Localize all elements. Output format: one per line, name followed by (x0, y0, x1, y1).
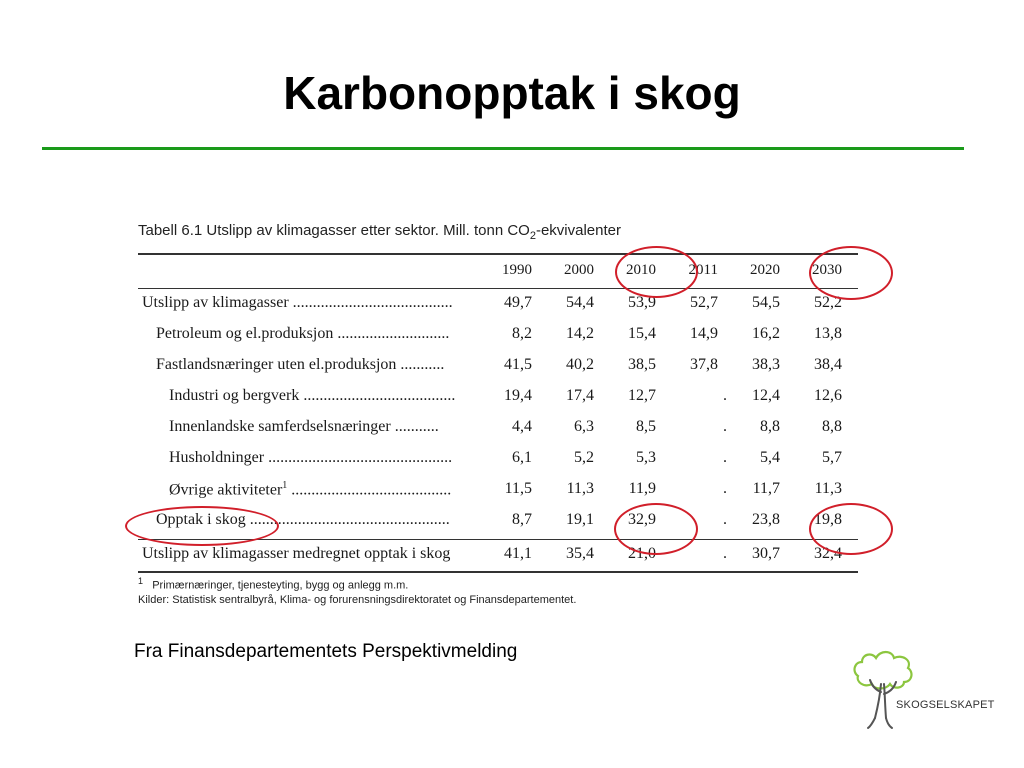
table-cell: 5,4 (760, 449, 780, 466)
table-cell: 11,3 (566, 480, 594, 497)
table-caption-end: -ekvivalenter (535, 222, 621, 239)
emissions-table (130, 210, 900, 620)
table-cell: 12,6 (814, 387, 842, 404)
table-cell: 5,3 (636, 449, 656, 466)
logo-wordmark: SKOGSELSKAPET (896, 699, 995, 711)
row-footnote-mark: 1 (282, 480, 288, 491)
highlight-circle-2030-value (809, 503, 893, 555)
table-cell: 5,2 (574, 449, 594, 466)
table-cell: 12,7 (628, 387, 656, 404)
table-cell: 19,1 (566, 511, 594, 528)
table-cell: 40,2 (566, 356, 594, 373)
highlight-circle-2030-header (809, 246, 893, 300)
highlight-circle-opptak-label (125, 506, 279, 546)
table-cell: . (723, 449, 727, 466)
table-cell: 30,7 (752, 545, 780, 562)
table-caption-main: Tabell 6.1 Utslipp av klimagasser etter sektor. Mill. tonn CO (138, 222, 530, 239)
table-row (138, 383, 858, 414)
table-cell: 52,7 (690, 294, 718, 311)
table-cell: 6,1 (512, 449, 532, 466)
table-cell: . (723, 545, 727, 562)
column-header: 2020 (750, 262, 780, 278)
column-header: 2030 (812, 262, 842, 278)
table-row (138, 541, 858, 572)
table-cell: 41,5 (504, 356, 532, 373)
table-cell: 38,5 (628, 356, 656, 373)
table-cell: 12,4 (752, 387, 780, 404)
skogselskapet-logo (848, 648, 998, 733)
column-header: 2000 (564, 262, 594, 278)
table-cell: 11,3 (814, 480, 842, 497)
table-caption-subscript: 2 (529, 230, 536, 242)
table-row (138, 445, 858, 476)
table-cell: 11,9 (628, 480, 656, 497)
table-cell: 6,3 (574, 418, 594, 435)
column-header: 1990 (502, 262, 532, 278)
row-label-leader: ........................................ (287, 481, 452, 499)
footnote-text: Primærnæringer, tjenesteyting, bygg og anlegg m.m. (152, 579, 409, 592)
table-cell: 54,5 (752, 294, 780, 311)
column-header: 2011 (688, 262, 718, 278)
table-cell: 4,4 (512, 418, 532, 435)
table-cell: 19,8 (814, 511, 842, 528)
table-cell: 54,4 (566, 294, 594, 311)
table-cell: 49,7 (504, 294, 532, 311)
tree-logo-icon (848, 648, 998, 733)
highlight-circle-2010-value (614, 503, 698, 555)
table-cell: 8,2 (512, 325, 532, 342)
table-cell: 32,9 (628, 511, 656, 528)
table-cell: 23,8 (752, 511, 780, 528)
table-cell: 14,9 (690, 325, 718, 342)
highlight-circle-2010-header (615, 246, 698, 298)
table-top-rule (138, 253, 858, 255)
row-label-text: Øvrige aktiviteter (169, 481, 283, 499)
table-bottom-rule (138, 571, 858, 573)
table-cell: 38,3 (752, 356, 780, 373)
table-sources: Kilder: Statistisk sentralbyrå, Klima- og forurensningsdirektoratet og Finansdepartementet. (138, 594, 577, 606)
table-cell: 13,8 (814, 325, 842, 342)
row-label: Opptak i skog .................................................. (156, 511, 450, 528)
table-cell: 16,2 (752, 325, 780, 342)
table-cell: 15,4 (628, 325, 656, 342)
slide-title: Karbonopptak i skog (283, 67, 741, 119)
table-cell: 38,4 (814, 356, 842, 373)
row-label: Petroleum og el.produksjon ............................ (156, 325, 450, 342)
table-caption (138, 222, 621, 242)
table-header-row (138, 258, 858, 289)
table-cell: 8,7 (512, 511, 532, 528)
table-cell: 8,5 (636, 418, 656, 435)
table-row (138, 290, 858, 321)
row-label (169, 480, 468, 499)
table-row (138, 414, 858, 445)
table-cell: 8,8 (760, 418, 780, 435)
table-cell: 8,8 (822, 418, 842, 435)
table-row (138, 476, 858, 507)
table-cell: . (723, 480, 727, 497)
title-divider (42, 147, 964, 150)
table-cell: . (723, 387, 727, 404)
table-cell: 11,7 (752, 480, 780, 497)
table-cell: 52,2 (814, 294, 842, 311)
table-cell: 53,9 (628, 294, 656, 311)
table-header-rule (138, 288, 858, 289)
row-label: Industri og bergverk ...................................... (169, 387, 456, 404)
table-cell: . (723, 418, 727, 435)
table-cell: 11,5 (504, 480, 532, 497)
table-cell: 17,4 (566, 387, 594, 404)
table-cell: 41,1 (504, 545, 532, 562)
table-row (138, 352, 858, 383)
table-cell: 37,8 (690, 356, 718, 373)
table-cell: 14,2 (566, 325, 594, 342)
table-cell: 21,0 (628, 545, 656, 562)
row-label: Innenlandske samferdselsnæringer ........... (169, 418, 439, 435)
row-label: Utslipp av klimagasser ........................................ (142, 294, 453, 311)
row-label: Fastlandsnæringer uten el.produksjon ........... (156, 356, 445, 373)
column-header: 2010 (626, 262, 656, 278)
table-footnote (138, 576, 408, 592)
table-cell: 5,7 (822, 449, 842, 466)
table-row (138, 321, 858, 352)
table-cell: 19,4 (504, 387, 532, 404)
table-cell: 35,4 (566, 545, 594, 562)
row-label: Husholdninger .............................................. (169, 449, 453, 466)
footnote-mark: 1 (138, 576, 144, 586)
row-label: Utslipp av klimagasser medregnet opptak i skog (142, 545, 451, 562)
source-caption: Fra Finansdepartementets Perspektivmelding (134, 641, 518, 662)
table-cell: . (723, 511, 727, 528)
table-cell: 32,4 (814, 545, 842, 562)
